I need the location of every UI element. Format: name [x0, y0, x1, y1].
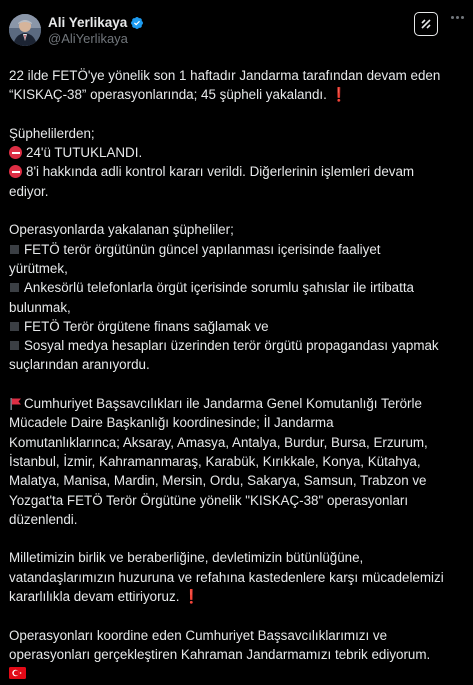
text-line: Şüphelilerden;: [9, 125, 95, 141]
turkey-flag-icon: [9, 665, 26, 677]
text-fragment: Sosyal medya hesapları üzerinden terör örgütü propagandası yapmak: [24, 338, 439, 354]
no-entry-icon: [9, 146, 22, 159]
text-line: Operasyonları koordine eden Cumhuriyet Başsavcılıklarımızı ve: [9, 627, 388, 643]
text-fragment: Cumhuriyet Başsavcılıkları ile Jandarma Genel Komutanlığı Terörle: [24, 396, 422, 412]
text-fragment: “KISKAÇ-38” operasyonlarında; 45 şüpheli yakalandı.: [9, 87, 331, 103]
avatar[interactable]: [9, 14, 41, 46]
text-fragment: 8'i hakkında adli kontrol kararı verildi. Diğerlerinin işlemleri devam: [26, 164, 415, 180]
text-line: bulunmak,: [9, 299, 71, 315]
text-line: [9, 664, 464, 683]
text-line: Komutanlıklarınca; Aksaray, Amasya, Antalya, Burdur, Bursa, Erzurum,: [9, 434, 428, 450]
text-line: Yozgat'ta FETÖ Terör Örgütüne yönelik "KISKAÇ-38" operasyonları: [9, 492, 409, 508]
red-flag-icon: [9, 396, 22, 409]
text-line: [9, 278, 464, 297]
paragraph-congratulations: [9, 626, 464, 684]
black-square-icon: [10, 322, 19, 331]
author-handle[interactable]: @AliYerlikaya: [48, 31, 128, 46]
text-line: operasyonları gerçekleştiren Kahraman Jandarmamızı tebrik ediyorum.: [9, 646, 431, 662]
text-line: Mücadele Daire Başkanlığı koordinesinde; İl Jandarma: [9, 415, 334, 431]
text-line: [9, 317, 464, 336]
tweet-text: [9, 66, 464, 684]
text-line: vatandaşlarımızın huzuruna ve refahına kastedenlere karşı mücadelemizi: [9, 569, 444, 585]
black-square-icon: [10, 283, 19, 292]
text-line: İstanbul, İzmir, Kahramanmaraş, Karabük, Kırıkkale, Konya, Kütahya,: [9, 453, 421, 469]
paragraph-suspects: [9, 124, 464, 201]
text-line: yürütmek,: [9, 260, 68, 276]
red-exclamation-icon: ❗: [330, 87, 348, 103]
text-line: Operasyonlarda yakalanan şüpheliler;: [9, 222, 234, 238]
grok-icon[interactable]: [414, 12, 438, 36]
black-square-icon: [10, 341, 19, 350]
text-line: 22 ilde FETÖ'ye yönelik son 1 haftadır Jandarma tarafından devam eden: [9, 68, 441, 83]
text-line: [9, 85, 464, 104]
text-line: Malatya, Manisa, Mardin, Mersin, Ordu, Sakarya, Samsun, Trabzon ve: [9, 473, 427, 489]
paragraph-determination: [9, 548, 464, 606]
text-line: [9, 162, 464, 181]
text-line: [9, 240, 464, 259]
display-name-row: [48, 15, 144, 31]
text-line: [9, 394, 464, 413]
paragraph-operations: [9, 394, 464, 529]
red-exclamation-icon: ❗: [183, 589, 200, 605]
text-fragment: kararlılıkla devam ettiriyoruz.: [9, 589, 184, 605]
black-square-icon: [10, 245, 19, 254]
verified-badge-icon: [130, 16, 144, 30]
author-names: [48, 10, 144, 47]
text-line: [9, 143, 464, 162]
text-fragment: FETÖ Terör örgütene finans sağlamak ve: [24, 318, 269, 334]
text-line: ediyor.: [9, 183, 49, 199]
no-entry-icon: [9, 165, 22, 178]
display-name[interactable]: Ali Yerlikaya: [48, 15, 128, 30]
tweet-header: [9, 10, 464, 54]
text-line: [9, 336, 464, 355]
text-fragment: 24'ü TUTUKLANDI.: [26, 145, 143, 161]
paragraph-intro: [9, 66, 464, 105]
text-line: Milletimizin birlik ve beraberliğine, devletimizin bütünlüğüne,: [9, 550, 364, 566]
text-line: suçlarından aranıyordu.: [9, 357, 150, 373]
text-fragment: Ankesörlü telefonlarla örgüt içerisinde sorumlu şahıslar ile irtibatta: [24, 280, 415, 296]
text-fragment: FETÖ terör örgütünün güncel yapılanması içerisinde faaliyet: [24, 241, 381, 257]
paragraph-charges: [9, 220, 464, 374]
more-options-icon[interactable]: [451, 16, 464, 19]
text-line: [9, 587, 464, 606]
text-line: düzenlendi.: [9, 511, 78, 527]
